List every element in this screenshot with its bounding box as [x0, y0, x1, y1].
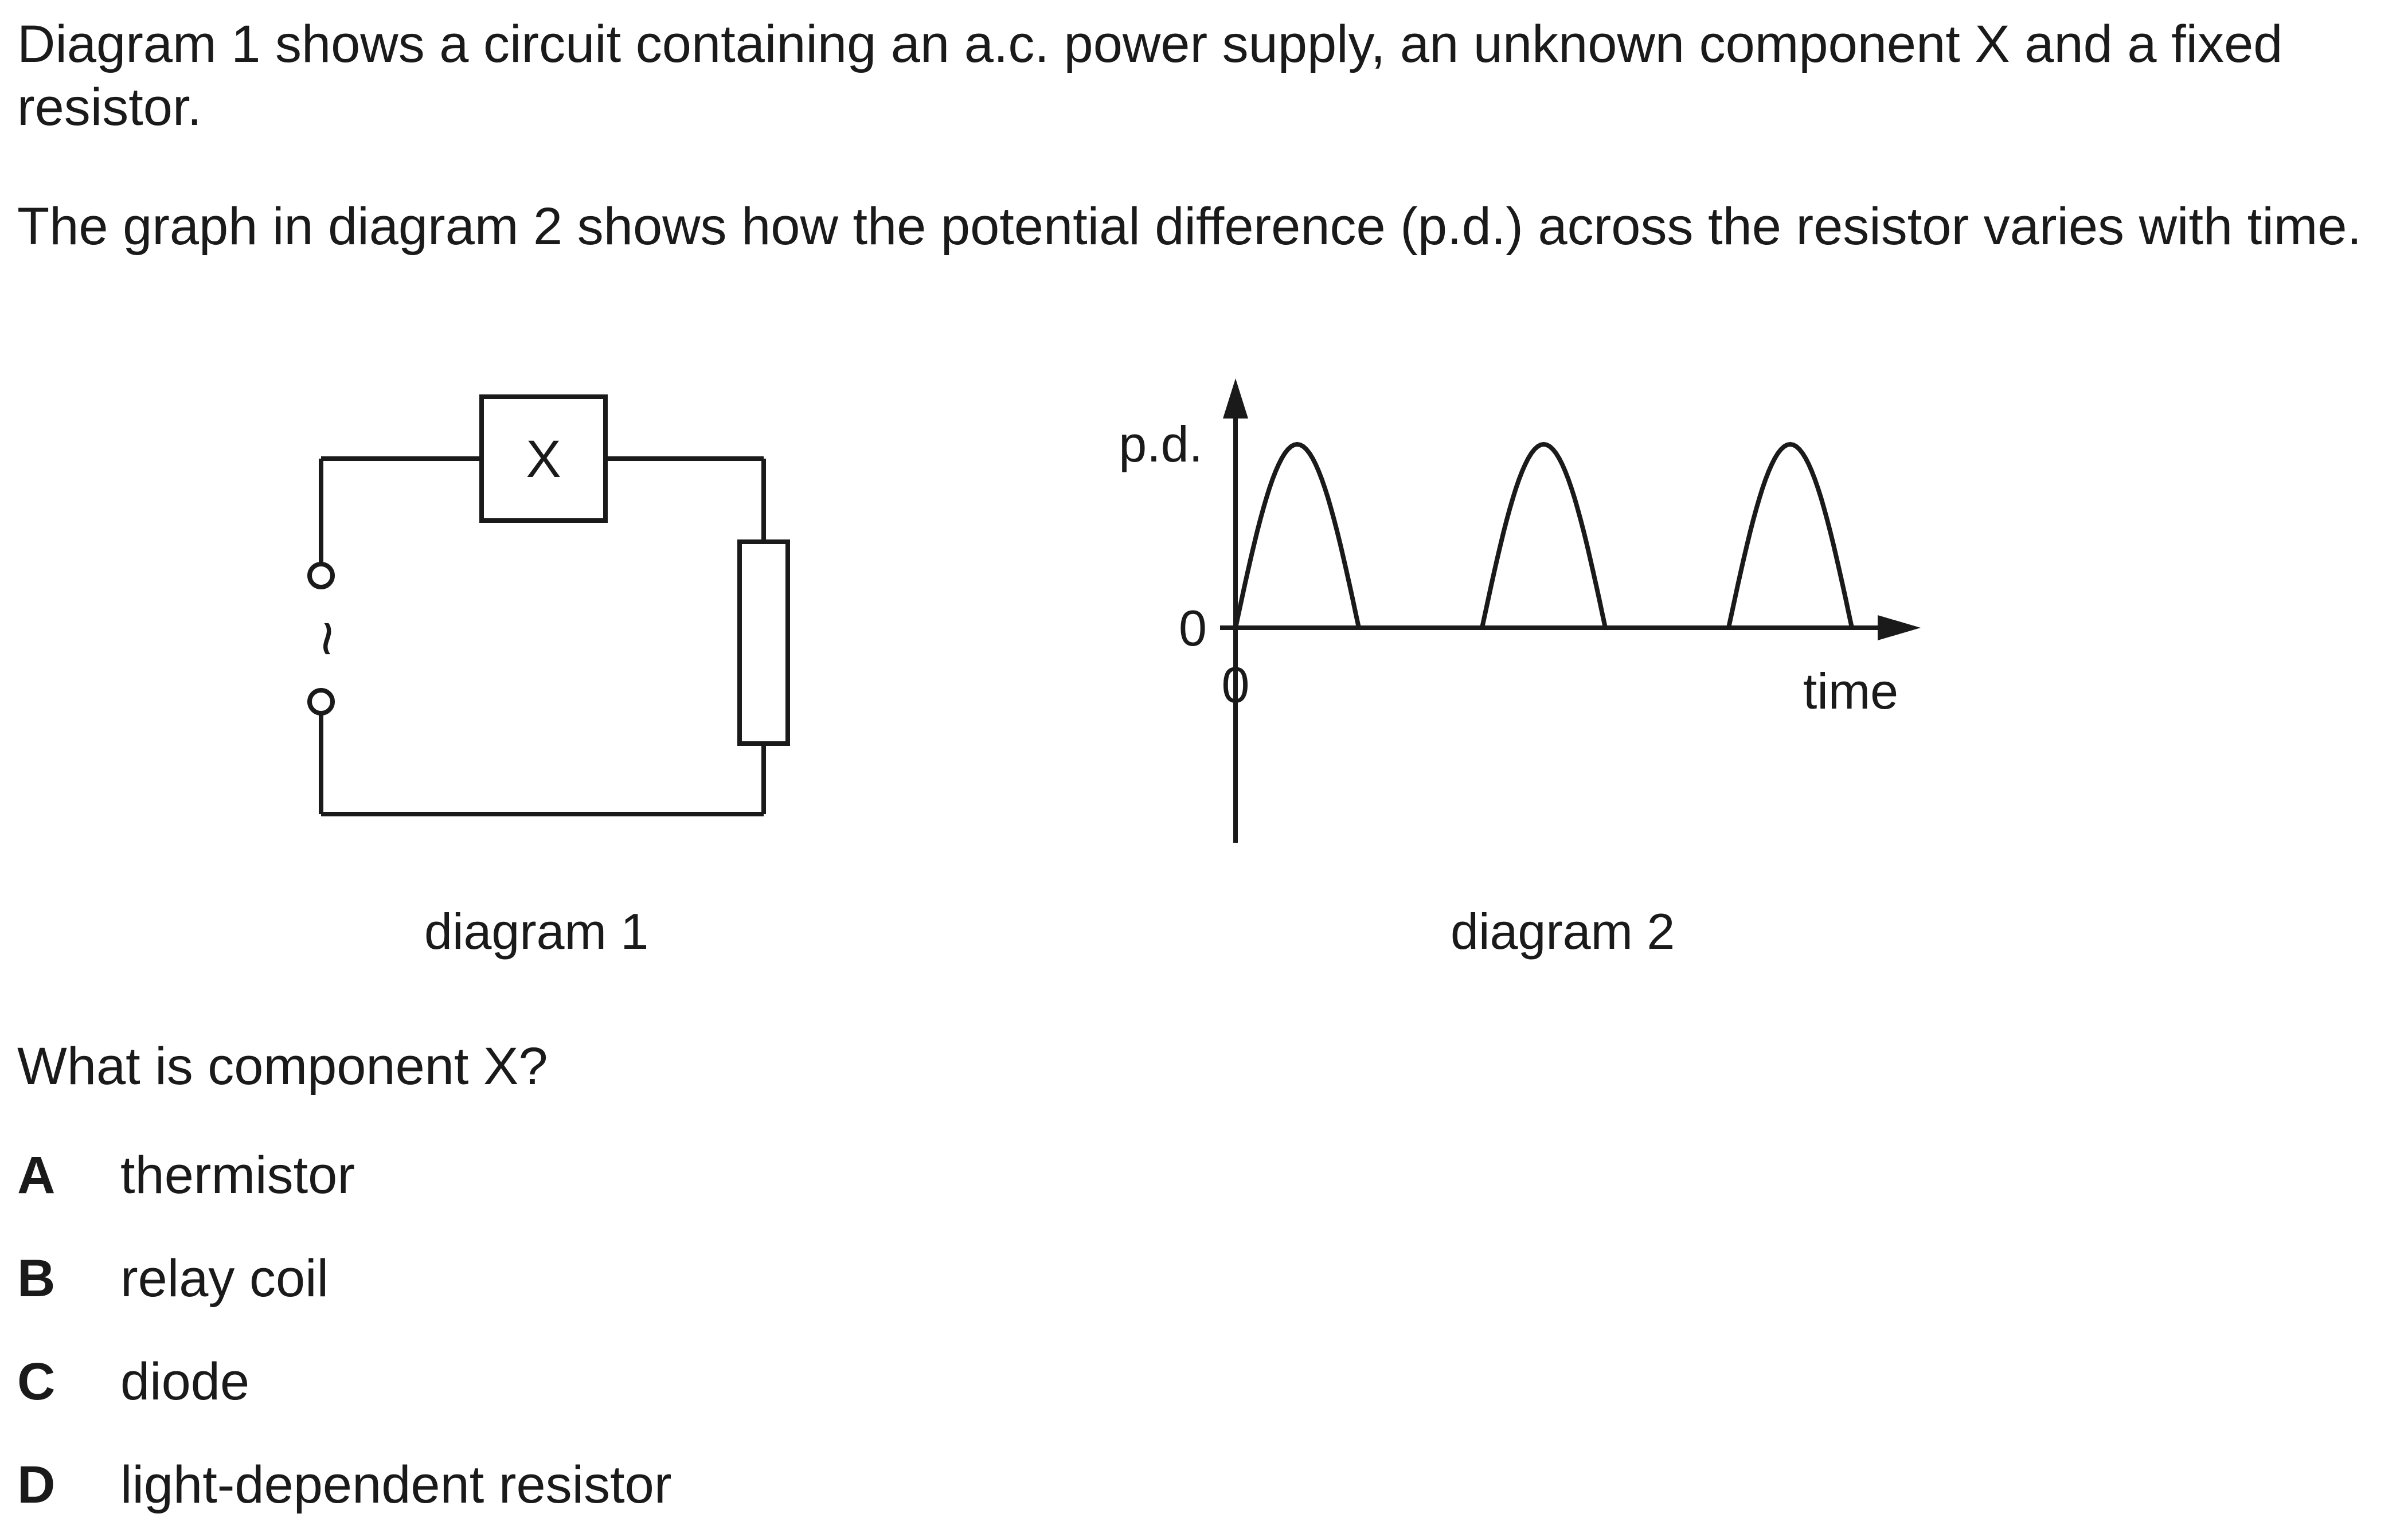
supply-terminal-bottom	[310, 690, 333, 713]
x-axis-arrowhead	[1878, 615, 1921, 640]
intro-paragraph-1: Diagram 1 shows a circuit containing an a.c. power supply, an unknown component X and a fixed resistor.	[17, 15, 2283, 136]
intro-paragraph-2: The graph in diagram 2 shows how the potential difference (p.d.) across the resistor varies with time.	[17, 197, 2362, 256]
fixed-resistor	[740, 542, 788, 744]
option-letter: D	[17, 1456, 56, 1514]
option-letter: B	[17, 1249, 56, 1308]
option-text: diode	[120, 1352, 250, 1411]
question-text: What is component X?	[17, 1037, 548, 1096]
option-text: thermistor	[120, 1146, 355, 1204]
option-b[interactable]	[17, 1247, 329, 1310]
option-text: relay coil	[120, 1249, 329, 1308]
ac-supply-symbol: ~	[292, 620, 363, 658]
option-c[interactable]	[17, 1350, 249, 1413]
diagram-2-caption: diagram 2	[1451, 903, 1675, 960]
waveform-line	[1236, 444, 1852, 628]
pd-time-graph	[1220, 378, 1921, 843]
option-letter: A	[17, 1146, 56, 1204]
x-axis-zero-label: 0	[1221, 656, 1250, 713]
y-axis-zero-label: 0	[1179, 600, 1207, 656]
component-x-label: X	[526, 430, 561, 488]
option-text: light-dependent resistor	[120, 1456, 672, 1514]
option-a[interactable]	[17, 1144, 355, 1207]
supply-terminal-top	[310, 564, 333, 587]
option-d[interactable]	[17, 1453, 671, 1516]
option-letter: C	[17, 1352, 56, 1411]
x-axis-label: time	[1803, 663, 1899, 719]
diagram-1-caption: diagram 1	[424, 903, 649, 960]
y-axis-label: p.d.	[1119, 416, 1203, 472]
y-axis-arrowhead	[1223, 378, 1248, 419]
